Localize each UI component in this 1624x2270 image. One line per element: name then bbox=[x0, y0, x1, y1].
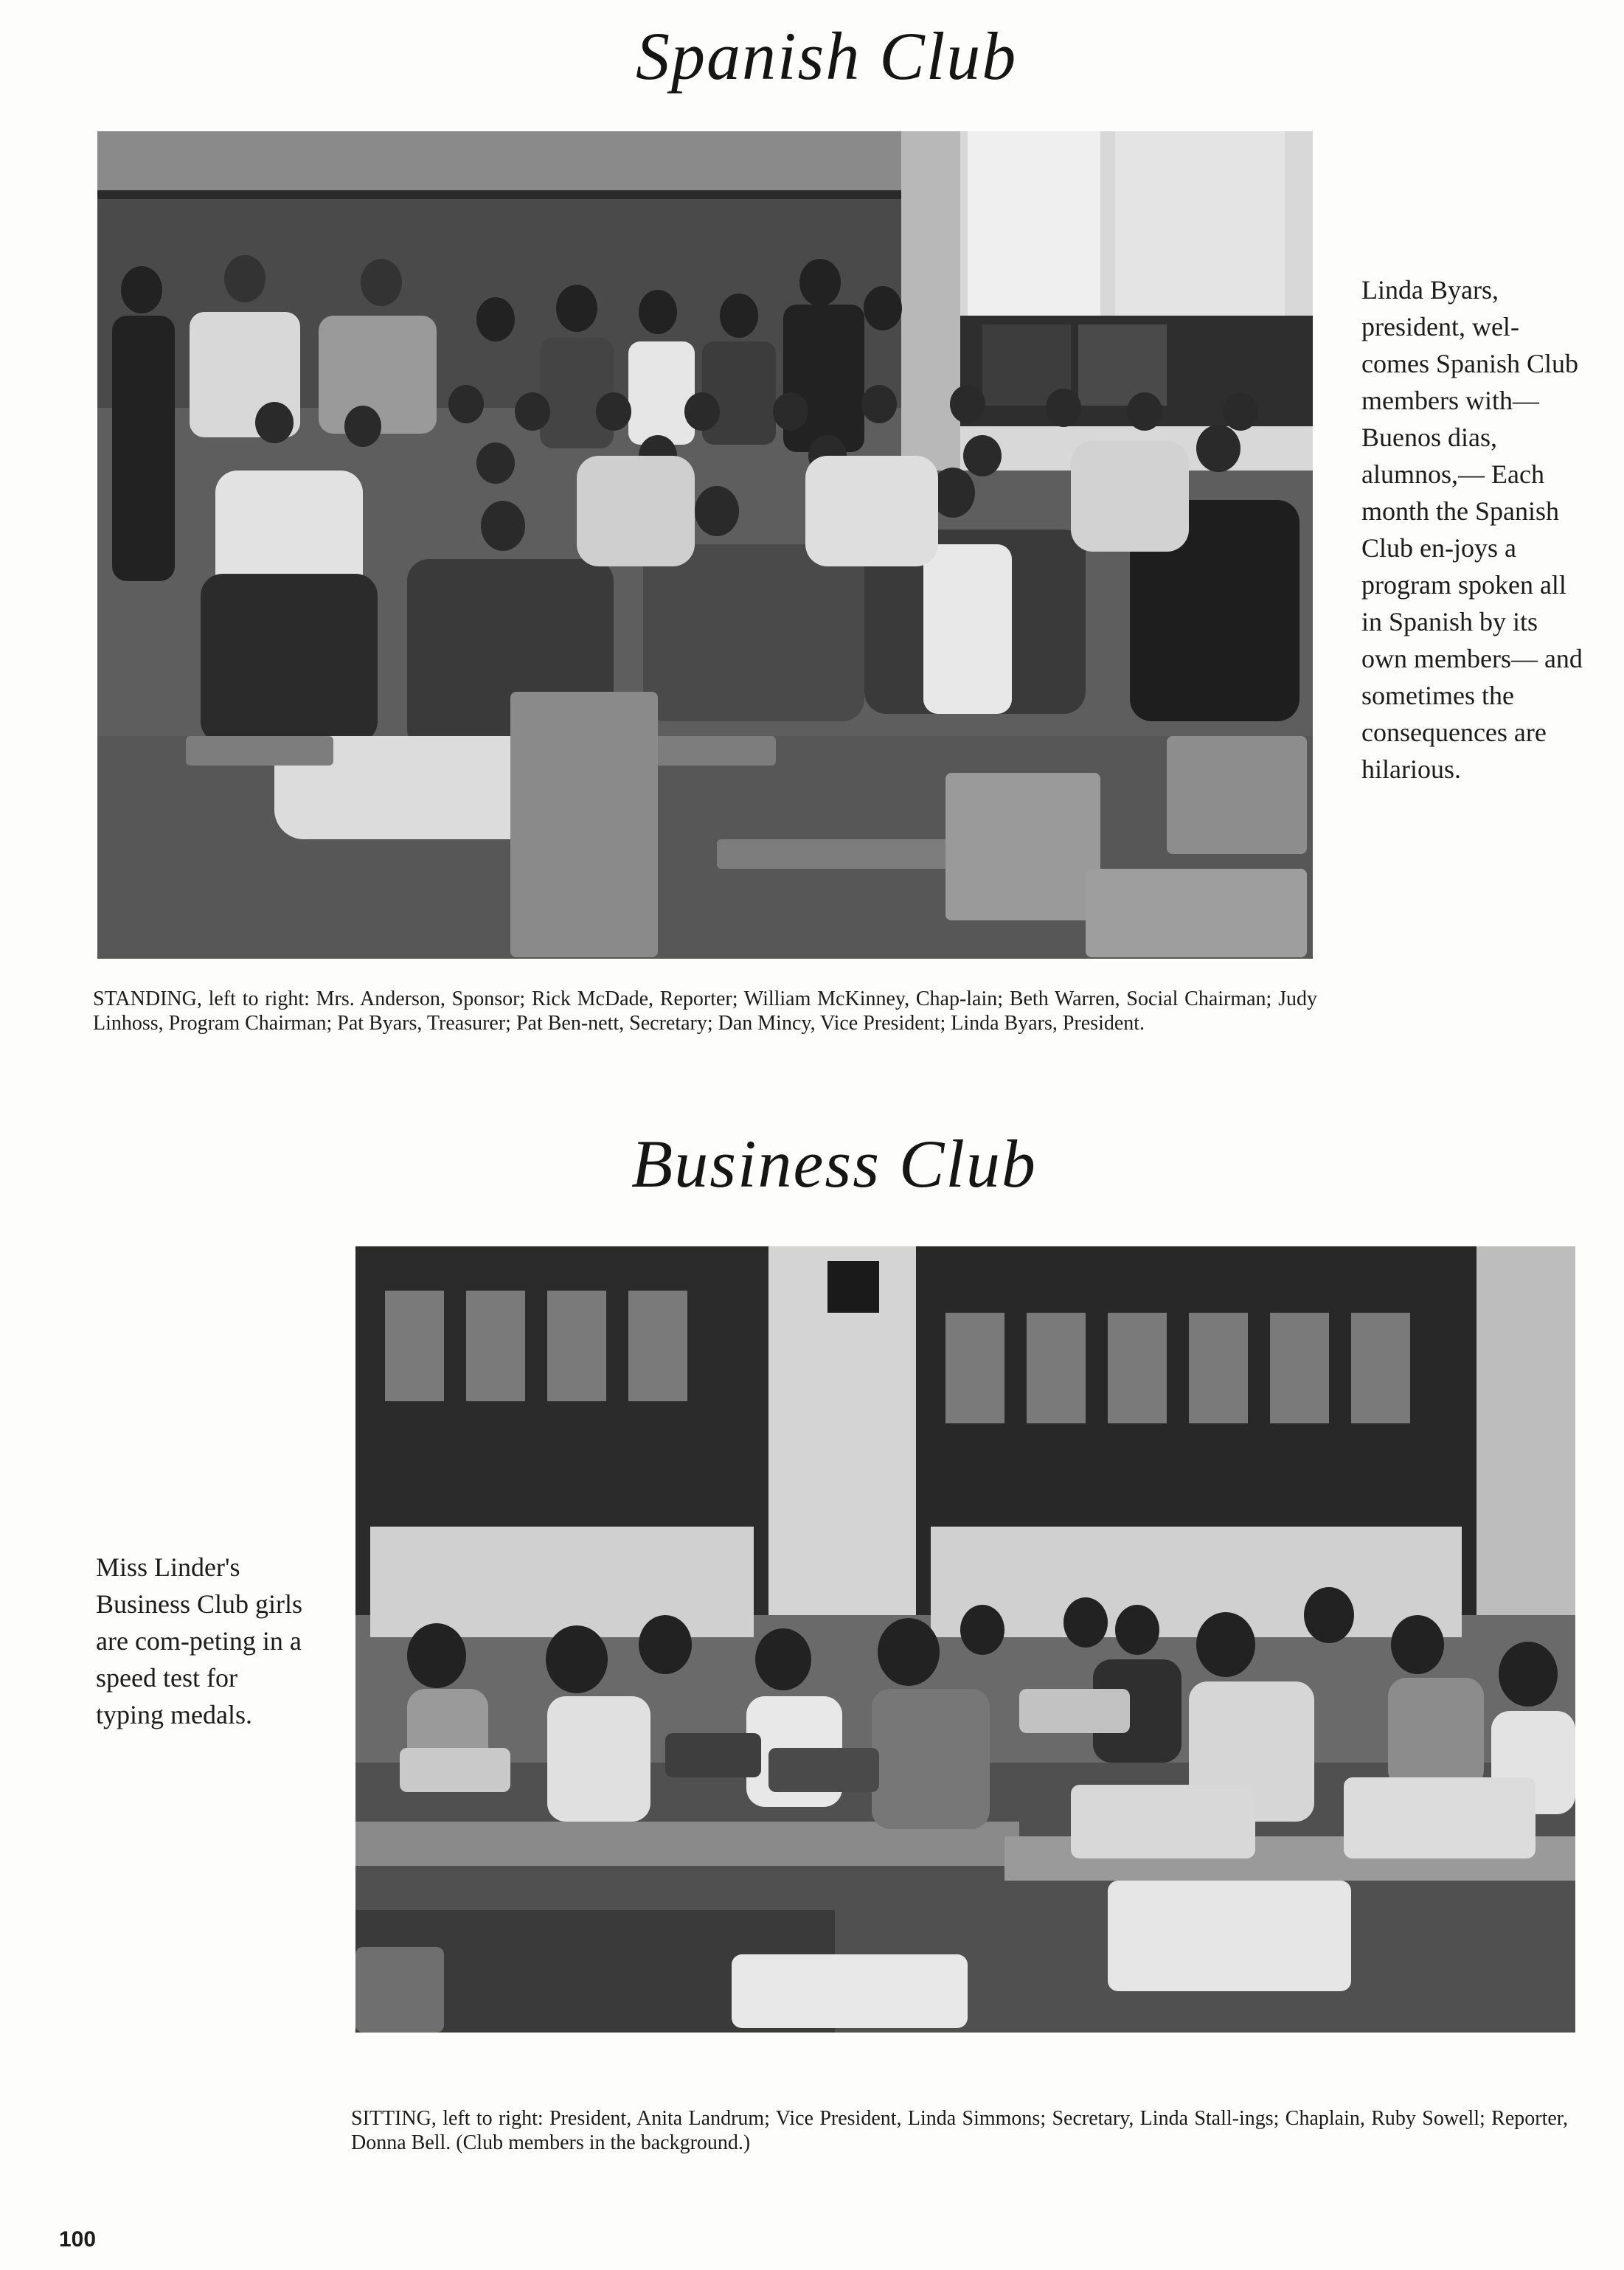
spanish-club-photo bbox=[97, 131, 1313, 959]
typing-classroom-image bbox=[355, 1246, 1575, 2033]
spanish-classroom-image bbox=[97, 131, 1313, 959]
spanish-club-caption: STANDING, left to right: Mrs. Anderson, Sponsor; Rick McDade, Reporter; William McKinney, Chap-lain; Beth Warren, Social Chairman; Judy Linhoss, Program Chairman; Pat Byars, Treasurer; Pat Ben-nett, Secretary; Dan Mincy, Vice President; Linda Byars, President. bbox=[93, 988, 1317, 1035]
spanish-club-title: Spanish Club bbox=[636, 18, 1018, 94]
business-club-caption: SITTING, left to right: President, Anita Landrum; Vice President, Linda Simmons; Secretary, Linda Stall-ings; Chaplain, Ruby Sowell; Reporter, Donna Bell. (Club members in the background.) bbox=[351, 2107, 1568, 2154]
business-club-description: Miss Linder's Business Club girls are com-peting in a speed test for typing medals. bbox=[96, 1552, 303, 1729]
business-club-photo bbox=[355, 1246, 1575, 2033]
business-club-title: Business Club bbox=[631, 1126, 1037, 1201]
spanish-club-description: Linda Byars, president, wel-comes Spanish Club members with—Buenos dias, alumnos,— Each month the Spanish Club en-joys a program spoken all in Spanish by its own members— and sometimes the consequences are hilarious. bbox=[1361, 275, 1583, 784]
page-number: 100 bbox=[59, 2227, 97, 2252]
